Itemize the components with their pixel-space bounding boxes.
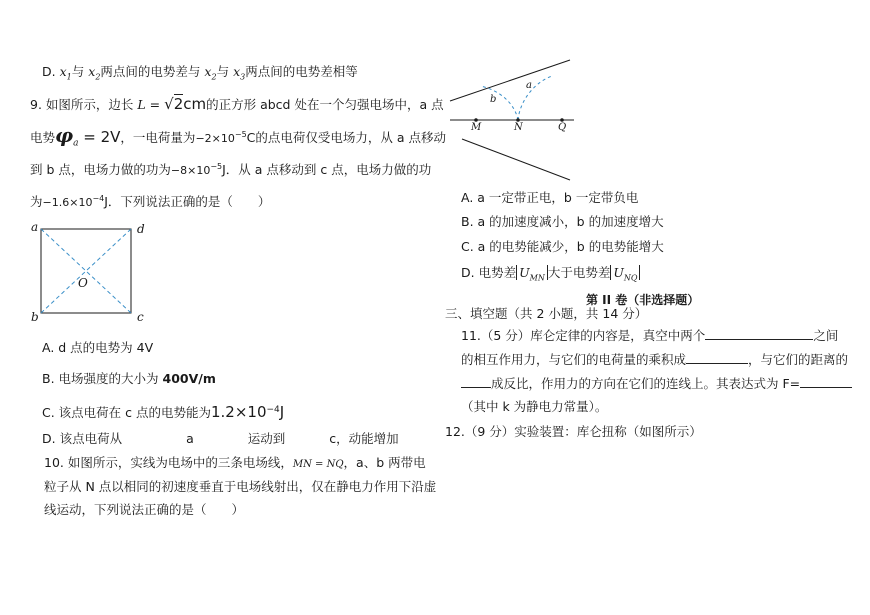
q9-stem-line1: 9. 如图所示，边长 L = √2cm的正方形 abcd 处在一个匀强电场中，a 点	[30, 95, 444, 113]
field-line-top	[450, 60, 570, 101]
q11-blank-1[interactable]	[705, 327, 813, 340]
q10-option-c: C. a 的电势能减少，b 的电势能增大	[461, 239, 664, 254]
field-line-bottom	[462, 139, 570, 180]
q9-option-b: B. 电场强度的大小为 400V/m	[42, 371, 216, 386]
label-c: c	[137, 310, 144, 324]
q11-line2: 的相互作用力，与它们的电荷量的乘积成 ，与它们的距离的	[461, 352, 849, 367]
q11-line3: 成反比，作用力的方向在它们的连线上。其表达式为 F=	[461, 375, 852, 392]
q9-option-c: C. 该点电荷在 c 点的电势能为$1.2\times 10^{-4}J$	[42, 403, 285, 422]
q11-blank-4[interactable]	[800, 375, 852, 388]
q10-option-d: D. 电势差 $U_{MN}$ 大于电势差 $U_{NQ}$	[461, 265, 640, 287]
q10-option-a: A. a 一定带正电，b 一定带负电	[461, 190, 639, 205]
q10-stem-line1: 10. 如图所示，实线为电场中的三条电场线，MN = NQ，a、b 两带电	[44, 455, 426, 470]
q11-blank-2[interactable]	[686, 351, 748, 364]
section3-heading: 三、填空题（共 2 小题，共 14 分）	[445, 306, 648, 321]
label-traj-b: b	[490, 94, 497, 105]
q12-heading: 12.（9 分）实验装置：库仑扭称（如图所示）	[445, 424, 702, 439]
label-a: a	[31, 220, 39, 234]
part2-title: 第 II 卷（非选择题）	[586, 293, 700, 307]
trajectory-b	[480, 86, 518, 120]
label-o: O	[78, 276, 88, 290]
trajectory-a	[518, 76, 552, 120]
q9-option-d: D. 该点电荷从 a 运动到 c，动能增加	[42, 431, 399, 446]
label-n: N	[514, 122, 523, 133]
q9-stem-line4: 为$-1.6\times 10^{-4}J$．下列说法正确的是（ ）	[30, 194, 271, 210]
q10-stem-line2: 粒子从 N 点以相同的初速度垂直于电场线射出，仅在静电力作用下沿虚	[44, 479, 437, 494]
label-q: Q	[558, 122, 567, 133]
q11-line1: 11.（5 分）库仑定律的内容是，真空中两个 之间	[461, 328, 839, 343]
q9-option-a: A. d 点的电势为 4V	[42, 340, 154, 355]
label-traj-a: a	[526, 80, 532, 91]
q8-option-d: D. $x_1$与 $x_2$两点间的电势差与 $x_2$与 $x_3$两点间的电势差相等	[42, 64, 358, 82]
label-d: d	[137, 222, 145, 236]
q11-blank-3[interactable]	[461, 375, 491, 388]
q11-line4: （其中 k 为静电力常量）。	[461, 399, 608, 414]
q9-stem-line3: 到 b 点，电场力做的功为$-8\times 10^{-5}J$．从 a 点移动到 c 点，电场力做的功	[30, 162, 432, 178]
q10-stem-line3: 线运动，下列说法正确的是（ ）	[44, 502, 245, 517]
label-m: M	[471, 122, 482, 133]
label-b: b	[31, 310, 39, 324]
q10-option-b: B. a 的加速度减小，b 的加速度增大	[461, 214, 664, 229]
q9-stem-line2: 电势$\varphi_a = 2V$，一电荷量为$-2\times 10^{-5}C$的点电荷仅受电场力，从 a 点移动	[30, 123, 447, 149]
